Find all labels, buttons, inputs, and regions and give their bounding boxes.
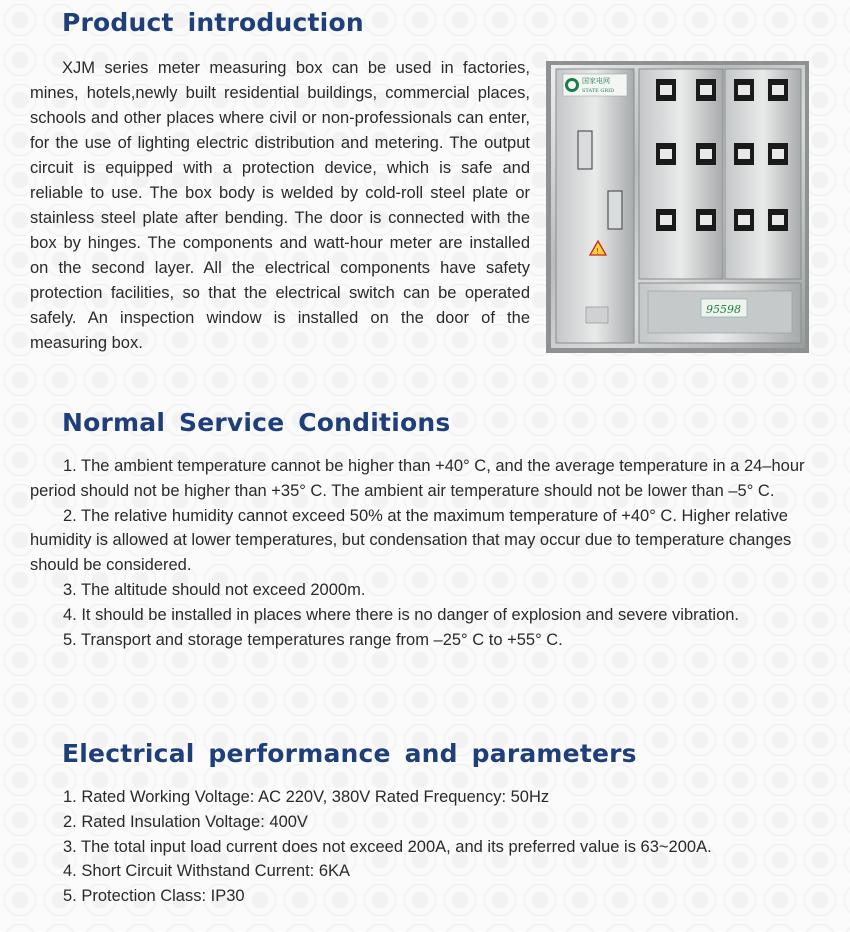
electrical-parameters-list (63, 785, 823, 909)
section-title-product-introduction: Product introduction (62, 8, 364, 37)
condition-item: 4. It should be installed in places where there is no danger of explosion and severe vibration. (63, 605, 740, 624)
section-title-electrical-performance: Electrical performance and parameters (62, 739, 637, 768)
logo-en-text: STATE GRID (582, 88, 615, 94)
hotline-text: 95598 (706, 303, 741, 316)
condition-item: 1. The ambient temperature cannot be higher than +40° C, and the average temperature in a 24–hour period should not be higher than +35° C. The ambient air temperature should not be lower than –5° C. (30, 457, 805, 500)
intro-paragraph: XJM series meter measuring box can be used in factories, mines, hotels,newly built residential buildings, commercial places, schools and other places where civil or non-professionals can enter, for the use of lighting electric distribution and metering. The output circuit is equipped with a protection device, which is safe and reliable to use. The box body is welded by cold-roll steel plate or stainless steel plate after bending. The door is connected with the box by hinges. The components and watt-hour meter are installed on the second layer. All the electrical components have safety protection facilities, so that the electrical switch can be operated safely. An inspection window is installed on the door of the measuring box. (30, 59, 530, 352)
parameter-item: 4. Short Circuit Withstand Current: 6KA (63, 862, 351, 881)
intro-text (30, 56, 530, 356)
svg-text:!: ! (596, 247, 600, 256)
section-title-normal-service-conditions: Normal Service Conditions (62, 408, 451, 437)
condition-item: 5. Transport and storage temperatures range from –25° C to +55° C. (63, 630, 563, 649)
parameter-item: 1. Rated Working Voltage: AC 220V, 380V Rated Frequency: 50Hz (63, 788, 550, 806)
condition-item: 2. The relative humidity cannot exceed 50% at the maximum temperature of +40° C. Higher relative humidity is allowed at lower temperatures, but condensation that may occur due to temperature changes should be considered. (30, 506, 792, 575)
condition-item: 3. The altitude should not exceed 2000m. (63, 580, 366, 599)
parameter-item: 5. Protection Class: IP30 (63, 887, 245, 906)
parameter-item: 2. Rated Insulation Voltage: 400V (63, 812, 308, 831)
parameter-item: 3. The total input load current does not exceed 200A, and its preferred value is 63~200A. (63, 837, 712, 856)
conditions-list (30, 454, 808, 652)
meter-box-image (546, 61, 809, 353)
logo-cn-text: 国家电网 (582, 77, 610, 85)
